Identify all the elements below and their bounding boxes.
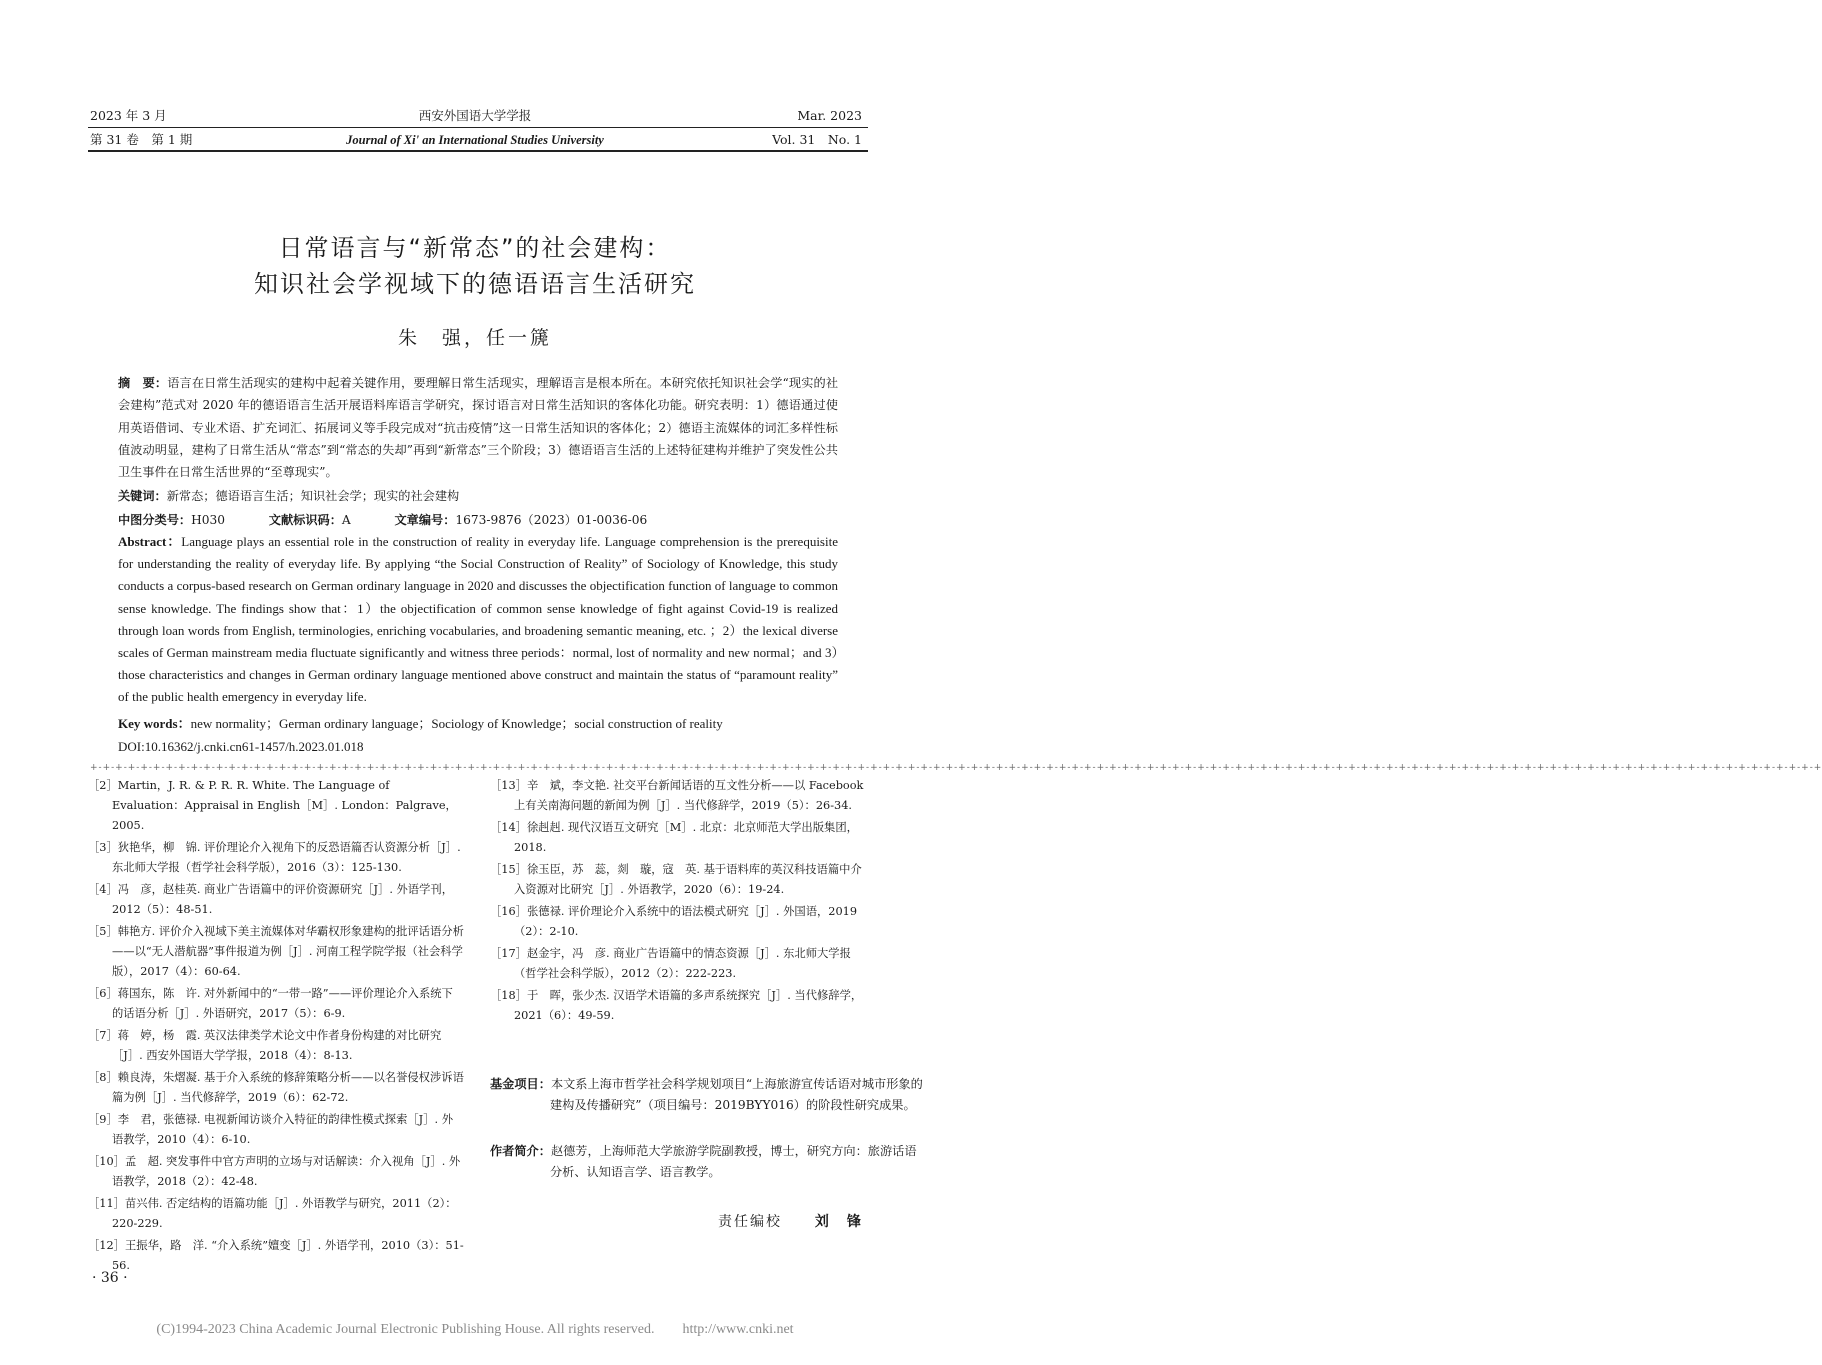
editor-line xyxy=(718,1211,863,1231)
authors: 朱 强，任一篪 xyxy=(397,327,552,349)
abstract-cn-label: 摘 要： xyxy=(118,376,168,390)
keywords-en-text: new normality；German ordinary language；Sociology of Knowledge；social construction of reality xyxy=(190,716,723,731)
section-separator: +-+-+-+-+-+-+-+-+-+-+-+-+-+-+-+-+-+-+-+-+-+-+-+-+-+-+-+-+-+-+-+-+-+-+-+-+-+-+-+-+-+-+-+-+-+-+-+-+-+-+-+-+-+-+-+-+-+-+-+-+-+-+-+-+-+-+-+-+-+-+-+-+-+-+-+-+-+-+-+-+-+-+-+-+-+-+-+-+-+-+-+-+-+-+-+-+-+-+-+-+-+-+-+-+-+-+-+-+-+-+-+-+-+-+-+-+-+-+-+-+-+-+-+-+-+-+-+-+-+-+-+-+-+-+-+-+-+ xyxy=(90,763,1822,773)
references-right-column xyxy=(490,776,868,1028)
abstract-cn xyxy=(118,372,838,483)
title-line-1: 日常语言与“新常态”的社会建构： xyxy=(278,234,672,262)
author-bio xyxy=(490,1141,928,1183)
reference-item: ［13］辛 斌，李文艳. 社交平台新闻话语的互文性分析——以 Facebook 上有关南海问题的新闻为例［J］. 当代修辞学，2019（5）：26-34. xyxy=(490,779,864,812)
abstract-en-label: Abstract： xyxy=(118,534,182,549)
funding-label: 基金项目： xyxy=(490,1077,551,1091)
doc-code-label: 文献标识码： xyxy=(268,513,342,527)
reference-item: ［18］于 晖，张少杰. 汉语学术语篇的多声系统探究［J］. 当代修辞学，2021（6）：49-59. xyxy=(490,989,863,1022)
reference-item: ［15］徐玉臣，苏 蕊，剡 璇，寇 英. 基于语料库的英汉科技语篇中介入资源对比研究［J］. 外语教学，2020（6）：19-24. xyxy=(490,863,862,896)
keywords-en xyxy=(118,713,838,735)
reference-item: ［8］赖良涛，朱熠凝. 基于介入系统的修辞策略分析——以名誉侵权涉诉语篇为例［J］. 当代修辞学，2019（6）：62-72. xyxy=(88,1071,464,1104)
funding-note xyxy=(490,1074,928,1116)
header-journal-en: Journal of Xi' an International Studies University xyxy=(346,133,604,147)
funding-text: 本文系上海市哲学社会科学规划项目“上海旅游宣传话语对城市形象的建构及传播研究”（项目编号：2019BYY016）的阶段性研究成果。 xyxy=(550,1077,923,1112)
editor-label: 责任编校 xyxy=(718,1214,782,1230)
keywords-en-label: Key words： xyxy=(118,716,191,731)
reference-item: ［11］苗兴伟. 否定结构的语篇功能［J］. 外语教学与研究，2011（2）：220-229. xyxy=(88,1197,457,1230)
copyright-footer: (C)1994-2023 China Academic Journal Electronic Publishing House. All rights reserved. http://www.cnki.net xyxy=(156,1322,794,1337)
reference-item: ［4］冯 彦，赵桂英. 商业广告语篇中的评价资源研究［J］. 外语学刊，2012（5）：48-51. xyxy=(88,883,453,916)
header-date-en: Mar. 2023 xyxy=(797,108,862,123)
reference-item: ［3］狄艳华，柳 锦. 评价理论介入视角下的反恐语篇否认资源分析［J］. 东北师大学报（哲学社会科学版），2016（3）：125-130. xyxy=(88,841,461,874)
doi: DOI:10.16362/j.cnki.cn61-1457/h.2023.01.018 xyxy=(118,739,364,754)
classification-line xyxy=(118,509,838,531)
header-journal-cn: 西安外国语大学学报 xyxy=(418,108,532,123)
author-bio-label: 作者简介： xyxy=(490,1144,551,1158)
abstract-en xyxy=(118,531,838,709)
keywords-cn-label: 关键词： xyxy=(118,489,167,503)
editor-name: 刘 锋 xyxy=(814,1214,863,1230)
author-bio-text: 赵德芳，上海师范大学旅游学院副教授，博士，研究方向：旅游话语分析、认知语言学、语言教学。 xyxy=(550,1144,917,1179)
reference-item: ［16］张德禄. 评价理论介入系统中的语法模式研究［J］. 外国语，2019（2）：2-10. xyxy=(490,905,858,938)
reference-item: ［17］赵金宇，冯 彦. 商业广告语篇中的情态资源［J］. 东北师大学报（哲学社会科学版），2012（2）：222-223. xyxy=(490,947,851,980)
title-line-2: 知识社会学视域下的德语语言生活研究 xyxy=(254,270,696,298)
reference-item: ［6］蒋国东，陈 许. 对外新闻中的“一带一路”——评价理论介入系统下的话语分析［J］. 外语研究，2017（5）：6-9. xyxy=(88,987,453,1020)
reference-item: ［14］徐赳赳. 现代汉语互文研究［M］. 北京：北京师范大学出版集团，2018. xyxy=(490,821,858,854)
reference-item: ［9］李 君，张德禄. 电视新闻访谈介入特征的韵律性模式探索［J］. 外语教学，2010（4）：6-10. xyxy=(88,1113,453,1146)
header-date-cn: 2023 年 3 月 xyxy=(90,108,167,123)
article-no-value: 1673-9876（2023）01-0036-06 xyxy=(455,513,648,527)
reference-item: ［2］Martin，J. R. & P. R. R. White. The Language of Evaluation：Appraisal in English［M］. London：Palgrave，2005. xyxy=(88,779,457,832)
article-no-label: 文章编号： xyxy=(394,513,456,527)
doc-code-value: A xyxy=(341,513,351,527)
header-volume-en: Vol. 31 No. 1 xyxy=(772,132,862,147)
references-left-column xyxy=(88,776,464,1278)
clc-label: 中图分类号： xyxy=(118,513,192,527)
header-volume-cn: 第 31 卷 第 1 期 xyxy=(90,132,193,147)
keywords-cn xyxy=(118,485,838,507)
clc-value: H030 xyxy=(191,513,226,527)
header-rule-thin xyxy=(88,127,868,128)
page-number: · 36 · xyxy=(92,1270,128,1286)
header-rule-thick xyxy=(88,150,868,152)
reference-item: ［10］孟 超. 突发事件中官方声明的立场与对话解读：介入视角［J］. 外语教学，2018（2）：42-48. xyxy=(88,1155,461,1188)
reference-item: ［5］韩艳方. 评价介入视域下美主流媒体对华霸权形象建构的批评话语分析——以“无人潜航器”事件报道为例［J］. 河南工程学院学报（社会科学版），2017（4）：60-64. xyxy=(88,925,464,978)
keywords-cn-text: 新常态；德语语言生活；知识社会学；现实的社会建构 xyxy=(166,489,460,503)
reference-item: ［12］王振华，路 洋. “介入系统”嬗变［J］. 外语学刊，2010（3）：51-56. xyxy=(88,1239,464,1272)
reference-item: ［7］蒋 婷，杨 霞. 英汉法律类学术论文中作者身份构建的对比研究［J］. 西安外国语大学学报，2018（4）：8-13. xyxy=(88,1029,442,1062)
abstract-en-text: Language plays an essential role in the construction of reality in everyday life. Language comprehension is the prerequisite for understanding the reality of everyday life. By applying “the Social Construction of Reality” of Sociology of Knowledge, this study conducts a corpus-based research on German ordinary language in 2020 and discusses the objectification function of language to common sense knowledge. The findings show that：1）the objectification of common sense knowledge of fight against Covid-19 is realized through loan words from English, terminologies, enriching vocabularies, and broadening semantic meaning, etc. ；2）the lexical diverse scales of German mainstream media fluctuate significantly and witness three periods：normal, lost of normality and new normal；and 3）those characteristics and changes in German ordinary language mentioned above construct and maintain the status of “paramount reality” of the public health emergency in everyday life. xyxy=(118,534,838,705)
abstract-cn-text: 语言在日常生活现实的建构中起着关键作用，要理解日常生活现实，理解语言是根本所在。本研究依托知识社会学“现实的社会建构”范式对 2020 年的德语语言生活开展语料库语言学研究，探讨语言对日常生活知识的客体化功能。研究表明：1）德语通过使用英语借词、专业术语、扩充词汇、拓展词义等手段完成对“抗击疫情”这一日常生活知识的客体化；2）德语主流媒体的词汇多样性标值波动明显，建构了日常生活从“常态”到“常态的失却”再到“新常态”三个阶段；3）德语语言生活的上述特征建构并维护了突发性公共卫生事件在日常生活世界的“至尊现实”。 xyxy=(118,376,839,480)
